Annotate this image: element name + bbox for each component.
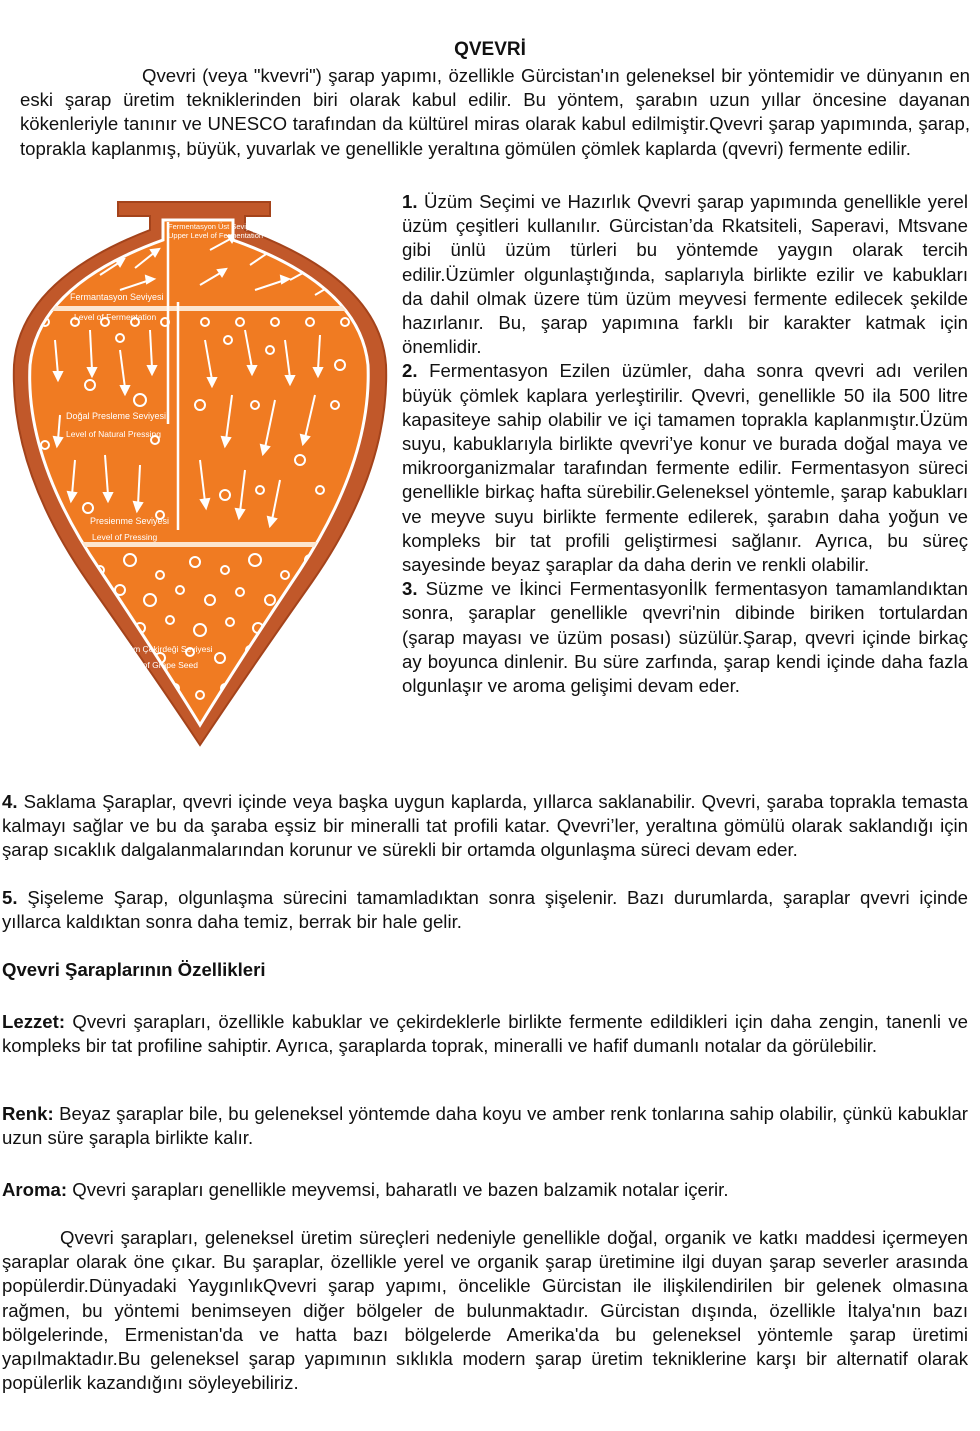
step-5-text: Şişeleme Şarap, olgunlaşma sürecini tamamladıktan sonra şişelenir. Bazı durumlarda, şaraplar qvevri içinde yıllarca kaldıktan sonra daha temiz, berrak bir hale gelir.: [2, 887, 968, 933]
feature-aroma-text: Qvevri şarapları genellikle meyvemsi, baharatlı ve bazen balzamik notalar içerir.: [72, 1179, 729, 1200]
step-3-text: Süzme ve İkinci Fermentasyonİlk fermentasyon tamamlandıktan sonra, şaraplar genellikle qvevri'nin dibinde biriken tortulardan (şarap mayası ve üzüm posası) süzülür.Şarap, qvevri içinde birkaç ay boyunca dinlenir. Bu süre zarfında, şarap kendi içinde daha fazla olgunlaşır ve aroma gelişimi devam eder.: [402, 578, 968, 697]
qvevri-diagram: [0, 190, 392, 750]
step-1-number: 1.: [402, 191, 418, 212]
intro-text: Qvevri (veya "kvevri") şarap yapımı, özellikle Gürcistan'ın geleneksel bir yöntemidir ve dünyanın en eski şarap üretim tekniklerinden biri olarak kabul edilir. Bu yöntem, şarabın uzun yıllar öncesine dayanan kökenleriyle tanınır ve UNESCO tarafından da kültürel miras olarak kabul edilmiştir.Qvevri şarap yapımında, şarap, toprakla kaplanmış, büyük, yuvarlak ve genellikle yeraltına gömülen çömlek kaplarda (qvevri) fermente edilir.: [20, 65, 970, 159]
closing-text: Qvevri şarapları, geleneksel üretim süreçleri nedeniyle genellikle doğal, organik ve katkı maddesi içermeyen şaraplar olarak öne çıkar. Bu şaraplar, özellikle yerel ve organik şarap üretimine ilgi duyan şarap severler arasında popülerdir.Dünyadaki YaygınlıkQvevri şarap yapımı, öncelikle Gürcistan ile ilişkilendirilen bir gelenek olmasına rağmen, bu yöntemi benimseyen diğer bölgeler de bulunmaktadır. Gürcistan dışında, özellikle İtalya'nın bazı bölgelerinde, Ermenistan'da ve hatta bazı bölgelerde Amerika'da bu geleneksel yöntemle şarap üretimi yapılmaktadır.Bu geleneksel şarap yapımının sıklıkla modern şarap üretim tekniklerine karşı bir alternatif olarak popülerlik kazandığını söyleyebiliriz.: [2, 1227, 968, 1394]
label-press-tr: Presienme Seviyesi: [90, 516, 170, 526]
label-press-en: Level of Pressing: [92, 532, 158, 542]
feature-aroma-label: Aroma:: [2, 1179, 68, 1200]
step-4-number: 4.: [2, 791, 18, 812]
step-5-number: 5.: [2, 887, 18, 908]
level-line-fermentation: [20, 306, 380, 311]
step-1-text: Üzüm Seçimi ve Hazırlık Qvevri şarap yapımında genellikle yerel üzüm çeşitleri kullanılır. Gürcistan’da Rkatsiteli, Saperavi, Mtsvane gibi ünlü üzüm türleri bu yöntemde yaygın olarak tercih edilir.Üzümler olgunlaştığında, saplarıyla birlikte ezilir ve kabukları da dahil olmak üzere tüm üzüm meyvesi fermente edilecek şekilde hazırlanır. Bu, şarap yapımına farklı bir karakter katmak için önemlidir.: [402, 191, 968, 358]
feature-color-text: Beyaz şaraplar bile, bu geleneksel yöntemde daha koyu ve amber renk tonlarına sahip olabilir, çünkü kabuklar uzun süre şarapla birlikte kalır.: [2, 1103, 968, 1149]
step-2: [402, 359, 968, 577]
step-2-text: Fermentasyon Ezilen üzümler, daha sonra qvevri adı verilen büyük çömlek kaplara yerleştirilir. Qvevri, genellikle 50 ila 500 litre kapasiteye sahip olabilir ve içi tamamen toprakla kaplanmıştır.Üzüm suyu, kabuklarıyla birlikte qvevri’ye konur ve burada doğal maya ve mikroorganizmalar tarafından fermente edilir. Fermentasyon süreci genellikle birkaç hafta sürebilir.Geleneksel yöntemle, şarap kabukları ve meyve suyu birlikte fermente edilerek, şarabın daha yoğun ve kompleks bir tat profili geliştirmesi sağlanır. Ayrıca, bu süreç sayesinde beyaz şaraplar da daha derin ve renkli olabilir.: [402, 360, 968, 576]
label-seed-tr: Üzüm Çekirdeği Seviyesi: [118, 644, 213, 654]
label-ferm-tr: Fermantasyon Seviyesi: [70, 292, 164, 302]
features-heading: Qvevri Şaraplarının Özellikleri: [2, 959, 266, 980]
label-seed-en: Level of Grape Seed: [120, 660, 198, 670]
step-3-number: 3.: [402, 578, 418, 600]
step-1: [402, 190, 968, 359]
closing-paragraph: [2, 1226, 968, 1395]
step-4: [2, 790, 968, 863]
feature-aroma: [2, 1178, 968, 1202]
label-upper-tr: Fermentasyon Üst Seviyesi: [168, 222, 260, 231]
page-title: QVEVRİ: [454, 39, 526, 60]
label-natural-tr: Doğal Presleme Seviyesi: [66, 411, 167, 421]
label-ferm-en: Level of Fermentation: [74, 312, 157, 322]
feature-color: [2, 1102, 968, 1150]
steps-column: [402, 190, 968, 698]
step-2-number: 2.: [402, 360, 418, 382]
feature-flavor: [2, 1010, 968, 1058]
step-5: [2, 886, 968, 934]
label-natural-en: Level of Natural Pressing: [66, 429, 161, 439]
step-4-text: Saklama Şaraplar, qvevri içinde veya başka uygun kaplarda, yıllarca saklanabilir. Qvevri, şaraba toprakla temasta kalmayı sağlar ve bu da şaraba eşsiz bir mineralli tat profili katar. Qvevri’ler, yeraltına gömülü olarak saklandığı için şarap sıcaklık dalgalanmalarından korunur ve sürekli bir ortamda olgunlaşma süreci devam eder.: [2, 791, 968, 861]
intro-paragraph: [20, 64, 970, 161]
label-upper-en: Upper Level of Fermentation: [168, 231, 264, 240]
feature-flavor-label: Lezzet:: [2, 1011, 66, 1032]
step-3: [402, 577, 968, 698]
feature-color-label: Renk:: [2, 1103, 54, 1124]
feature-flavor-text: Qvevri şarapları, özellikle kabuklar ve çekirdeklerle birlikte fermente edildikleri için daha zengin, tanenli ve kompleks bir tat profiline sahiptir. Ayrıca, şaraplarda toprak, mineralli ve hafif dumanlı notalar da görülebilir.: [2, 1011, 968, 1057]
